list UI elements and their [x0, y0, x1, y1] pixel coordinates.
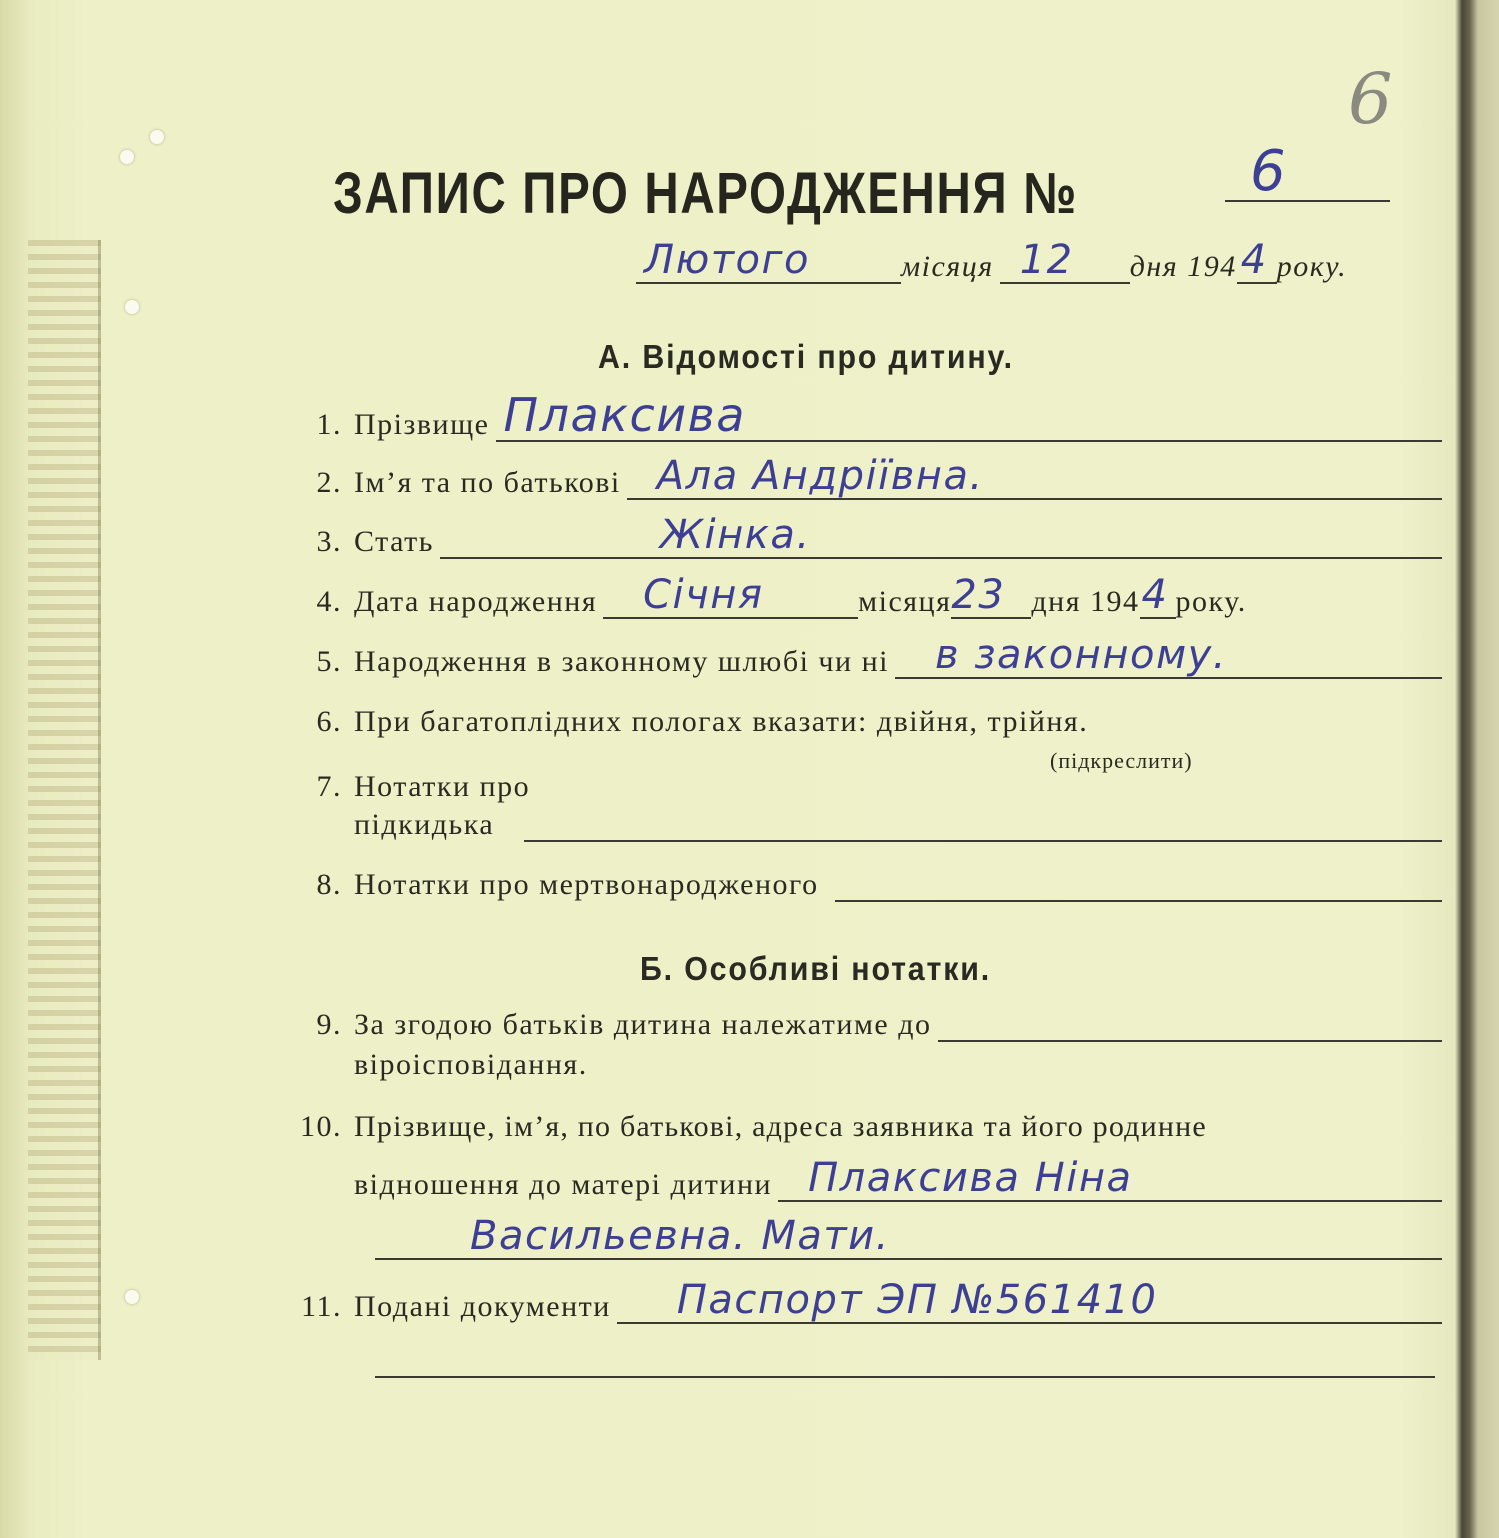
- field-stillborn: [290, 868, 1442, 902]
- section-b-heading: Б. Особливі нотатки.: [640, 950, 992, 987]
- field-surname: [290, 388, 1442, 442]
- documents-blank-line: [375, 1376, 1435, 1378]
- field-foundling-line1: [290, 770, 1442, 804]
- field-name: [290, 453, 1442, 500]
- punch-hole: [120, 150, 134, 164]
- punch-hole: [125, 300, 139, 314]
- field-number: 6.: [316, 705, 342, 738]
- birth-month: Січня: [643, 572, 764, 618]
- field-applicant-line1: [290, 1110, 1442, 1144]
- field-label: Подані документи: [354, 1290, 611, 1323]
- field-number: 5.: [316, 645, 342, 678]
- field-birth-date: [290, 572, 1442, 619]
- record-date: [636, 237, 1436, 284]
- month-label: місяця: [858, 585, 952, 618]
- field-number: 3.: [316, 525, 342, 558]
- field-sex: [290, 512, 1442, 559]
- birth-day: 23: [951, 572, 1006, 618]
- field-number: 8.: [316, 868, 342, 901]
- field-number: 7.: [316, 770, 342, 803]
- foundling-blank: [524, 810, 1442, 842]
- field-documents: [290, 1277, 1442, 1324]
- applicant-value-line1: Плаксива Ніна: [808, 1155, 1133, 1201]
- field-label: підкидька: [354, 808, 495, 841]
- day-label: дня 194: [1031, 585, 1140, 618]
- day-label: дня 194: [1129, 250, 1237, 283]
- field-label: відношення до матері дитини: [354, 1168, 773, 1201]
- field-foundling-line2: [290, 808, 1442, 842]
- field-number: 2.: [316, 466, 342, 499]
- surname-value: Плаксива: [503, 388, 746, 442]
- record-number: 6: [1250, 139, 1286, 204]
- month-label: місяця: [901, 250, 994, 283]
- field-label: Прізвище, ім’я, по батькові, адреса заявника та його родинне: [354, 1110, 1207, 1143]
- year-label: року.: [1276, 250, 1348, 283]
- field-applicant-line3: [375, 1213, 1442, 1260]
- religion-blank: [938, 1010, 1442, 1042]
- page-number: 6: [1348, 58, 1393, 140]
- record-number-line: [1225, 139, 1390, 204]
- field-number: 1.: [316, 408, 342, 441]
- record-month: Лютого: [644, 237, 811, 283]
- record-day: 12: [1019, 237, 1074, 283]
- underline-note: (підкреслити): [1050, 748, 1193, 773]
- field-number: 10.: [300, 1110, 342, 1143]
- document-title: ЗАПИС ПРО НАРОДЖЕННЯ №: [333, 161, 1078, 226]
- field-religion-line2: [290, 1048, 1442, 1082]
- field-applicant-line2: [290, 1155, 1442, 1202]
- field-number: 9.: [316, 1008, 342, 1041]
- record-year-digit: 4: [1240, 237, 1268, 283]
- field-number: 4.: [316, 585, 342, 618]
- field-label: Народження в законному шлюбі чи ні: [354, 645, 889, 678]
- applicant-value-line2: Васильевна. Мати.: [470, 1213, 890, 1259]
- field-label: При багатоплідних пологах вказати: двійня, трійня.: [354, 705, 1089, 738]
- field-label: За згодою батьків дитина належатиме до: [354, 1008, 932, 1041]
- field-number: 11.: [301, 1290, 342, 1323]
- field-legitimacy: [290, 632, 1442, 679]
- field-label: віроісповідання.: [354, 1048, 588, 1081]
- name-value: Ала Андріївна.: [656, 453, 984, 499]
- punch-hole: [125, 1290, 139, 1304]
- field-label: Нотатки про мертвонародженого: [354, 868, 819, 901]
- stillborn-blank: [835, 870, 1442, 902]
- birth-year-digit: 4: [1141, 572, 1169, 618]
- field-label: Прізвище: [354, 408, 490, 441]
- field-religion-line1: [290, 1008, 1442, 1042]
- field-label: Стать: [354, 525, 434, 558]
- field-label: Ім’я та по батькові: [354, 466, 621, 499]
- punch-hole: [150, 130, 164, 144]
- field-multiple-birth: [290, 705, 1442, 739]
- year-label: року.: [1175, 585, 1247, 618]
- documents-value: Паспорт ЭП №561410: [676, 1277, 1158, 1323]
- section-a-heading: А. Відомості про дитину.: [598, 338, 1014, 375]
- sex-value: Жінка.: [659, 512, 811, 558]
- torn-binding-edge: [28, 240, 101, 1360]
- field-label: Нотатки про: [354, 770, 531, 803]
- field-label: Дата народження: [354, 585, 598, 618]
- legitimacy-value: в законному.: [934, 632, 1228, 678]
